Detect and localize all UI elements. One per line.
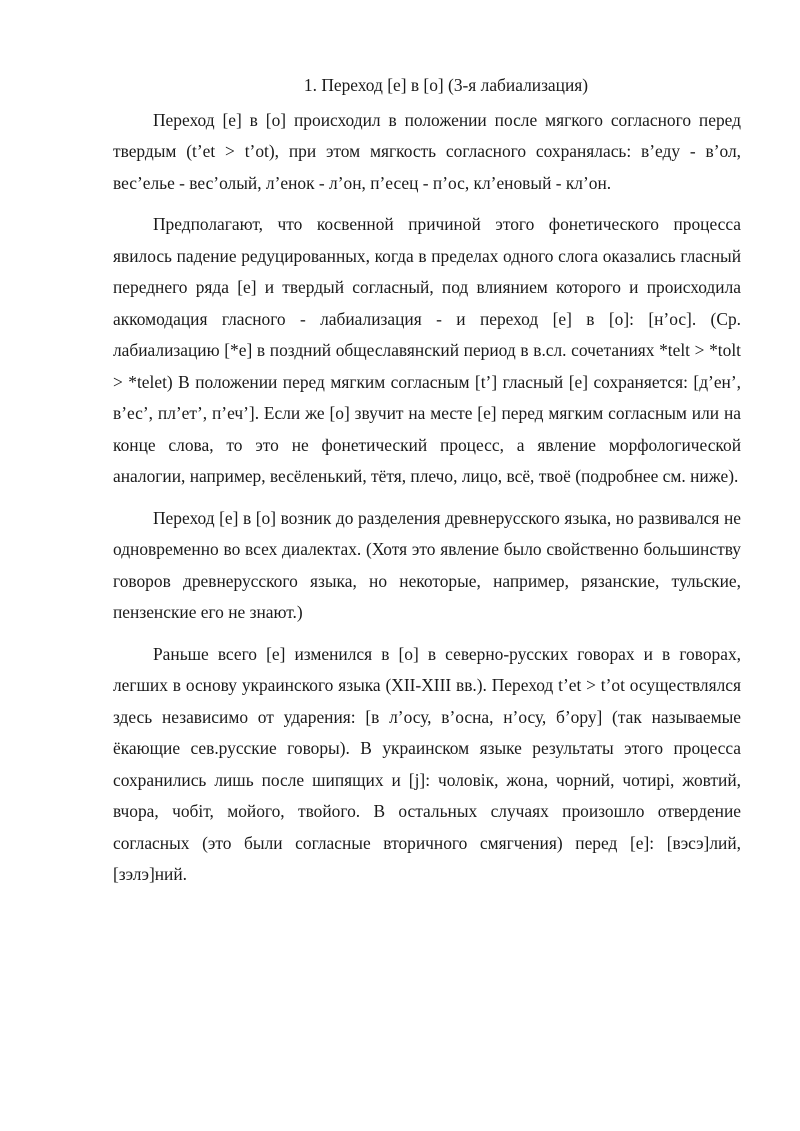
paragraph-3: Переход [е] в [о] возник до разделения древнерусского языка, но развивался не одновременно во всех диалектах. (Хотя это явление было свойственно большинству говоров древнерусского языка, но некоторые, например, рязанские, тульские, пензенские его не знают.)	[113, 507, 741, 622]
document-body	[113, 70, 741, 901]
paragraph-1: Переход [е] в [о] происходил в положении после мягкого согласного перед твердым (t’et > t’ot), при этом мягкость согласного сохранялась: в’еду - в’ол, вес’елье - вес’олый, л’енок - л’он, п’есец - п’ос, кл’еновый - кл’он.	[113, 109, 741, 193]
paragraph-4: Раньше всего [е] изменился в [о] в северно-русских говорах и в говорах, легших в основу украинского языка (XII-XIII вв.). Переход t’et > t’ot осуществлялся здесь независимо от ударения: [в л’осу, в’осна, н’осу, б’ору] (так называемые ёкающие сев.русские говоры). В украинском языке результаты этого процесса сохранились лишь после шипящих и [j]: чоловiк, жона, чорний, чотирi, жовтий, вчора, чобiт, мойого, твойого. В остальных случаях произошло отвердение согласных (это были согласные вторичного смягчения) перед [е]: [вэсэ]лий, [зэлэ]ний.	[113, 643, 741, 884]
section-heading: 1. Переход [е] в [о] (3-я лабиализация)	[303, 75, 589, 95]
paragraph-2: Предполагают, что косвенной причиной этого фонетического процесса явилось падение редуцированных, когда в пределах одного слога оказались гласный переднего ряда [е] и твердый согласный, под влиянием которого и происходила аккомодация гласного - лабиализация - и переход [е] в [о]: [н’ос]. (Ср. лабиализацию [*е] в поздний общеславянский период в в.сл. сочетаниях *telt > *tolt > *telet) В положении перед мягким согласным [t’] гласный [е] сохраняется: [д’ен’, в’ес’, пл’ет’, п’еч’]. Если же [о] звучит на месте [е] перед мягким согласным или на конце слова, то это не фонетический процесс, а явление морфологической аналогии, например, весёленький, тётя, плечо, лицо, всё, твоё (подробнее см. ниже).	[113, 214, 741, 486]
